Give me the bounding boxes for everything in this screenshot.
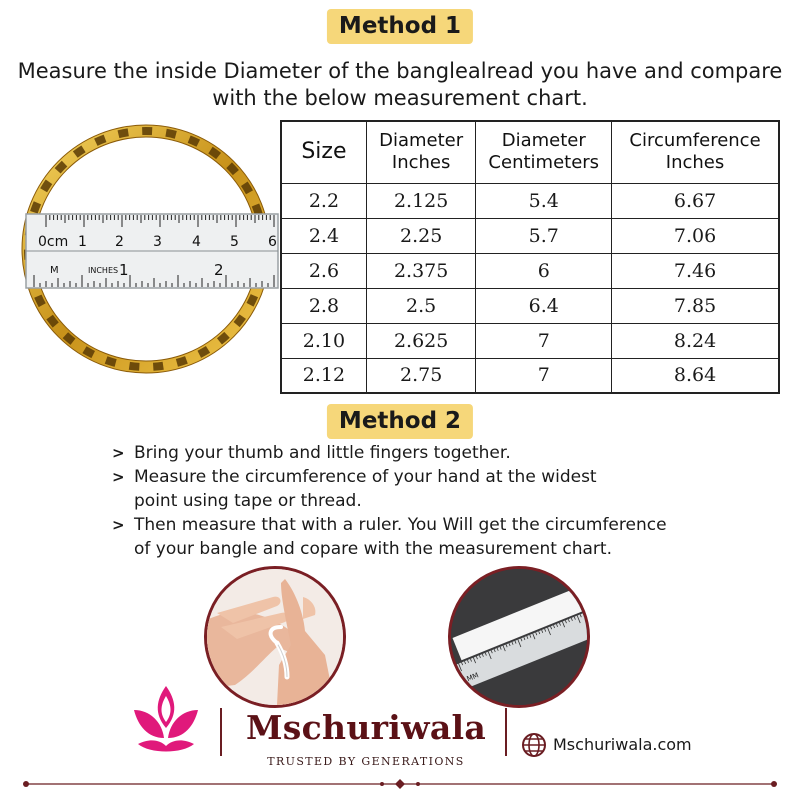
footer-decorative-line: [20, 778, 780, 790]
table-row: [281, 323, 779, 358]
cell-circumference: 6.67: [612, 183, 779, 218]
bangle-ruler-illustration: [18, 112, 280, 386]
table-header-row: [281, 121, 779, 183]
lotus-logo-icon: [130, 682, 202, 756]
cell-diameter-inches: 2.125: [366, 183, 476, 218]
cell-diameter-inches: 2.5: [366, 288, 476, 323]
cell-diameter-inches: 2.625: [366, 323, 476, 358]
ruler-cm-label-5: 5: [230, 234, 239, 250]
hand-measurement-photo: [204, 566, 346, 708]
footer-divider: [505, 708, 507, 756]
ruler-cm-label-6: 6: [268, 234, 277, 250]
cell-size: 2.10: [281, 323, 366, 358]
globe-icon: [521, 732, 547, 758]
cell-circumference: 7.06: [612, 218, 779, 253]
cell-circumference: 7.46: [612, 253, 779, 288]
brand-tagline: TRUSTED BY GENERATIONS: [267, 755, 465, 768]
ruler-cm-label-4: 4: [192, 234, 201, 250]
ruler-cm-label-3: 3: [153, 234, 162, 250]
table-row: [281, 358, 779, 393]
photo-ruler-mm-label: MM: [465, 671, 480, 684]
list-item: > Measure the circumference of your hand at the widest point using tape or thread.: [112, 467, 597, 511]
cell-diameter-cm: 5.4: [476, 183, 612, 218]
cell-diameter-inches: 2.25: [366, 218, 476, 253]
list-item: > Bring your thumb and little fingers together.: [112, 443, 511, 463]
brand-name: Mschuriwala: [245, 708, 487, 747]
header-circumference-inches: Circumference Inches: [612, 121, 779, 183]
table-row: [281, 253, 779, 288]
ruler-measurement-photo: [448, 566, 590, 708]
cell-circumference: 8.64: [612, 358, 779, 393]
footer-divider: [220, 708, 222, 756]
table-row: [281, 183, 779, 218]
cell-size: 2.12: [281, 358, 366, 393]
ruler-inch-label-2: 2: [214, 261, 224, 279]
intro-line-2: with the below measurement chart.: [212, 86, 588, 110]
header-diameter-centimeters: Diameter Centimeters: [476, 121, 612, 183]
table-row: [281, 288, 779, 323]
method-2-steps: [112, 441, 712, 561]
cell-size: 2.6: [281, 253, 366, 288]
cell-diameter-cm: 7: [476, 323, 612, 358]
header-diameter-inches: Diameter Inches: [366, 121, 476, 183]
ruler-cm-label-0: 0cm: [38, 234, 69, 250]
ruler-inch-label-1: 1: [119, 261, 129, 279]
method-1-badge: Method 1: [327, 9, 473, 44]
ruler-inches-label: INCHES: [88, 266, 119, 275]
cell-diameter-cm: 6.4: [476, 288, 612, 323]
cell-diameter-cm: 7: [476, 358, 612, 393]
website-link[interactable]: Mschuriwala.com: [553, 735, 692, 754]
ruler-cm-label-2: 2: [115, 234, 124, 250]
table-row: [281, 218, 779, 253]
bangle-image: [18, 112, 280, 386]
cell-diameter-cm: 5.7: [476, 218, 612, 253]
cell-diameter-inches: 2.375: [366, 253, 476, 288]
chevron-right-icon: >: [112, 516, 125, 534]
chevron-right-icon: >: [112, 468, 125, 486]
method-2-badge: Method 2: [327, 404, 473, 439]
chevron-right-icon: >: [112, 444, 125, 462]
intro-line-1: Measure the inside Diameter of the banglealread you have and compare: [17, 59, 783, 83]
ruler-mm-label: M: [50, 265, 59, 276]
size-chart-table: [280, 120, 780, 394]
list-item: > Then measure that with a ruler. You Will get the circumference of your bangle and copare with the measurement chart.: [112, 515, 667, 559]
cell-diameter-cm: 6: [476, 253, 612, 288]
cell-size: 2.4: [281, 218, 366, 253]
header-size: Size: [281, 121, 366, 183]
cell-diameter-inches: 2.75: [366, 358, 476, 393]
ruler-cm-label-1: 1: [78, 234, 87, 250]
cell-circumference: 8.24: [612, 323, 779, 358]
method-1-instructions: [0, 58, 800, 112]
cell-circumference: 7.85: [612, 288, 779, 323]
cell-size: 2.8: [281, 288, 366, 323]
cell-size: 2.2: [281, 183, 366, 218]
